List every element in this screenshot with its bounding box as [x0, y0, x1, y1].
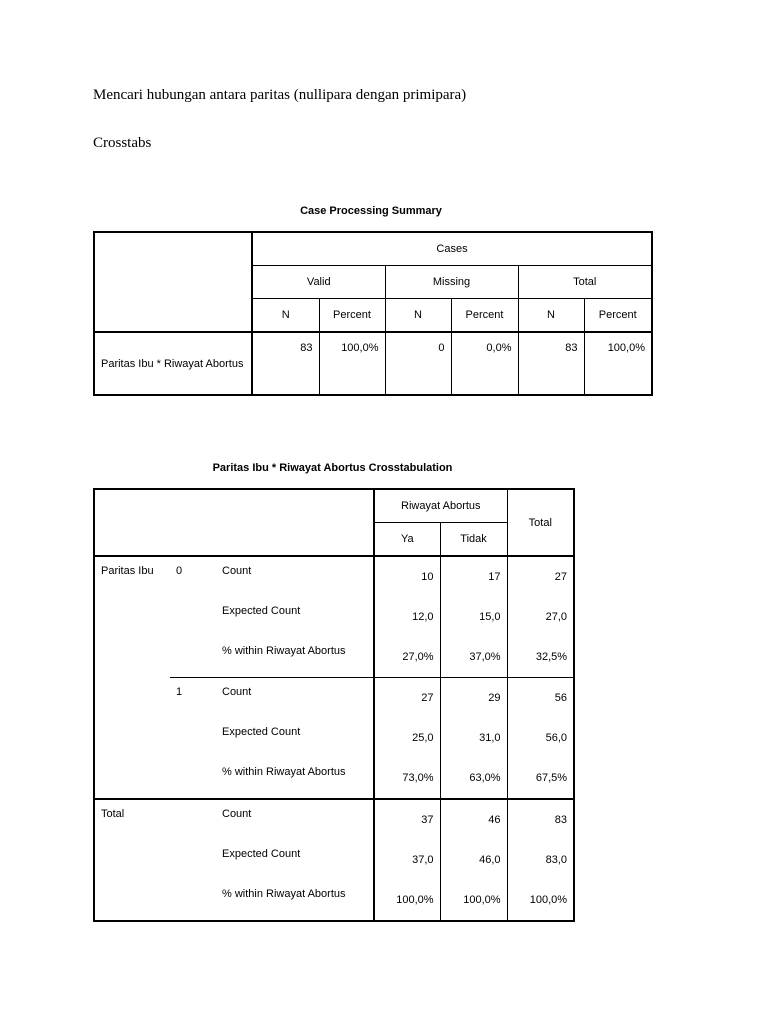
total-column-header: Total — [507, 489, 574, 556]
row-level-label: 1 — [170, 678, 216, 800]
total-row-label: Total — [101, 808, 125, 820]
table-cell: 10 — [421, 571, 434, 583]
table-cell: 37,0% — [440, 637, 507, 678]
table-cell: 29 — [440, 678, 507, 719]
table-cell: 100,0% — [507, 880, 574, 921]
table-cell: 15,0 — [440, 597, 507, 637]
group-header: Missing — [385, 266, 518, 299]
row-label: Paritas Ibu * Riwayat Abortus — [94, 332, 252, 395]
table-cell: 25,0 — [412, 732, 434, 744]
table-cell: 67,5% — [507, 758, 574, 799]
stat-label: % within Riwayat Abortus — [216, 758, 374, 799]
table-cell: 100,0% — [319, 332, 385, 395]
table-cell: 73,0% — [374, 758, 440, 799]
table-cell: 32,5% — [507, 637, 574, 678]
column-header: Percent — [584, 299, 652, 333]
stat-label: Expected Count — [216, 718, 374, 758]
crosstab-table — [93, 488, 575, 922]
stat-label: Count — [216, 556, 374, 597]
stat-label: Expected Count — [216, 597, 374, 637]
table-cell: 100,0% — [440, 880, 507, 921]
stat-label: Count — [216, 799, 374, 840]
table-cell: 31,0 — [440, 718, 507, 758]
row-variable-label: Paritas Ibu — [94, 556, 170, 799]
document-heading: Mencari hubungan antara paritas (nullipara dengan primipara) — [93, 87, 467, 103]
column-header: Percent — [451, 299, 518, 333]
table-cell: 12,0 — [412, 611, 434, 623]
table-cell: 83 — [507, 799, 574, 840]
table-cell: 83,0 — [507, 840, 574, 880]
table-cell: 37 — [421, 814, 434, 826]
column-header: Ya — [374, 523, 440, 557]
table-cell: 63,0% — [440, 758, 507, 799]
stat-label: Count — [216, 678, 374, 719]
table-cell: 27,0 — [507, 597, 574, 637]
column-header: N — [518, 299, 584, 333]
table-corner — [94, 489, 374, 556]
column-header: Tidak — [440, 523, 507, 557]
column-header: N — [385, 299, 451, 333]
column-group-header: Riwayat Abortus — [374, 489, 507, 523]
row-level-label: 0 — [170, 556, 216, 678]
column-header: N — [252, 299, 319, 333]
table-cell: 27,0% — [374, 637, 440, 678]
table-cell: 100,0% — [584, 332, 652, 395]
stat-label: % within Riwayat Abortus — [216, 637, 374, 678]
crosstab-title: Paritas Ibu * Riwayat Abortus Crosstabulation — [212, 462, 453, 474]
table-cell: 83 — [518, 332, 584, 395]
table-cell: 83 — [252, 332, 319, 395]
table-cell: 46,0 — [440, 840, 507, 880]
stat-label: Expected Count — [216, 840, 374, 880]
case-processing-title: Case Processing Summary — [300, 205, 442, 217]
cases-header: Cases — [252, 232, 652, 266]
section-heading: Crosstabs — [93, 135, 152, 151]
case-processing-table — [93, 231, 653, 396]
table-cell: 17 — [440, 556, 507, 597]
column-header: Percent — [319, 299, 385, 333]
table-cell: 0 — [385, 332, 451, 395]
table-cell: 56 — [507, 678, 574, 719]
table-cell: 46 — [440, 799, 507, 840]
table-cell: 0,0% — [451, 332, 518, 395]
table-cell: 27 — [421, 692, 434, 704]
table-cell: 37,0 — [412, 854, 434, 866]
table-cell: 27 — [507, 556, 574, 597]
table-cell: 100,0% — [396, 894, 434, 906]
group-header: Total — [518, 266, 652, 299]
stat-label: % within Riwayat Abortus — [216, 880, 374, 921]
table-corner — [94, 232, 252, 332]
table-cell: 56,0 — [507, 718, 574, 758]
group-header: Valid — [252, 266, 385, 299]
